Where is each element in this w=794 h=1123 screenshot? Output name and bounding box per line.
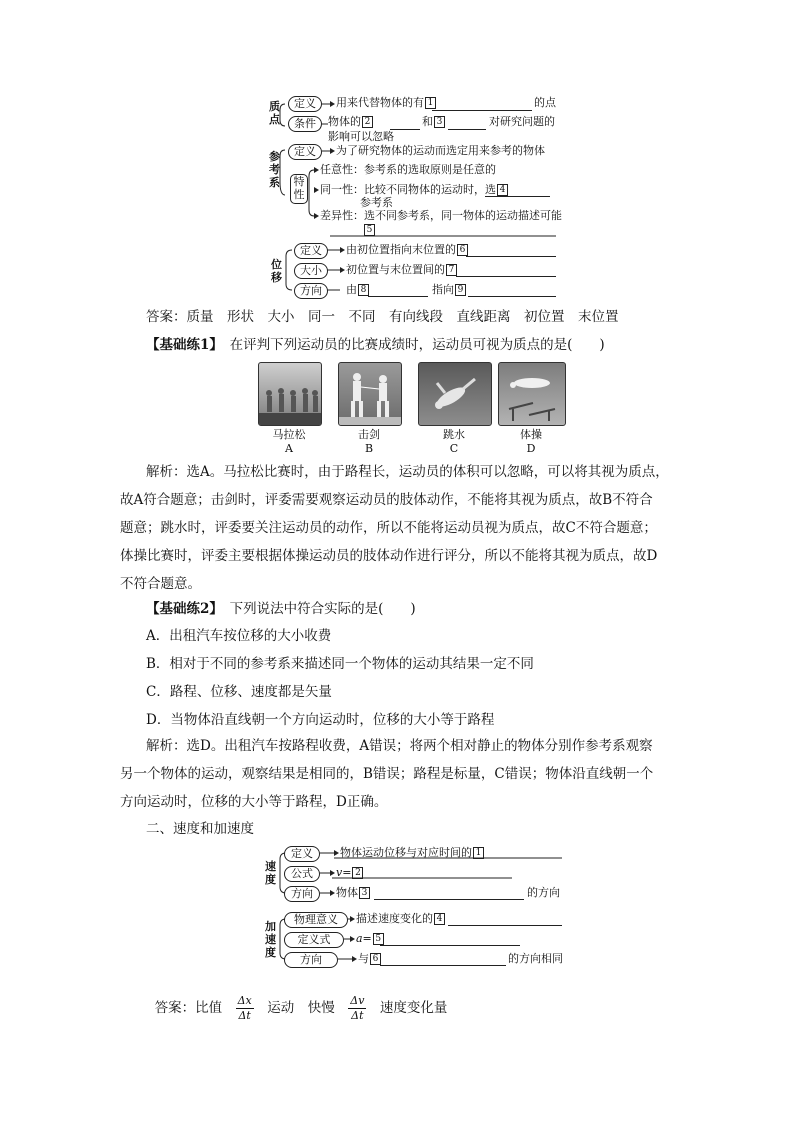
box-direction: 方向 [284,886,320,902]
box-definition-formula: 定义式 [284,932,344,948]
disp-size-text: 初位置与末位置间的 7 [346,263,458,277]
box-direction: 方向 [294,283,328,299]
exercise-2-question: 【基础练2】 下列说法中符合实际的是( ) [146,601,416,617]
accel-def-text: a= 5 [356,932,385,946]
velocity-dir-a: 物体 3 [336,886,371,900]
disp-dir-a: 由 8 [346,283,370,297]
box-definition: 定义 [284,846,320,862]
velocity-formula-text: v= 2 [336,866,364,880]
disp-def-text: 由初位置指向末位置的 6 [346,243,469,257]
fraction-dx-dt: $\frac{\Delta x}{\Delta t}$ [237,994,252,1022]
box-condition: 条件 [288,116,322,132]
box-definition: 定义 [288,96,322,112]
box-definition: 定义 [288,144,322,160]
velocity-def-text: 物体运动位移与对应时间的 1 [340,846,485,860]
ref-blank-5: 5 [363,223,376,237]
answer-1: 答案：质量 形状 大小 同一 不同 有向线段 直线距离 初位置 末位置 [146,309,619,325]
ref-property-arbitrary: 任意性：参考系的选取原则是任意的 [320,163,496,176]
box-properties: 特性 [290,174,308,204]
particle-cond-text: 物体的 2 [328,115,374,129]
image-caption-d: 体操 D [520,428,542,455]
option-a: A．出租汽车按位移的大小收费 [146,628,332,644]
particle-cond-c: 对研究问题的 [489,115,555,128]
box-definition: 定义 [294,243,328,259]
fill-blank [380,933,520,946]
group-label-displacement: 位移 [271,258,282,284]
answer-2: 答案：比值 $\frac{\Delta x}{\Delta t}$ 运动 快慢 $\frac{\Delta v}{\Delta t}$ 速度变化量 [154,994,448,1022]
ref-property-diff: 差异性：选不同参考系，同一物体的运动描述可能 [320,209,562,222]
option-d: D．当物体沿直线朝一个方向运动时，位移的大小等于路程 [146,712,495,728]
box-formula: 公式 [284,866,320,882]
option-b: B．相对于不同的参考系来描述同一个物体的运动其结果一定不同 [146,656,534,672]
image-caption-b: 击剑 B [358,428,380,455]
ref-property-same: 同一性：比较不同物体的运动时，选 4 [320,183,509,197]
exercise-1-analysis: 解析：选A。马拉松比赛时，由于路程长，运动员的体积可以忽略，可以将其视为质点， 故A符合题意；击剑时，评委需要观察运动员的肢体动作，不能将其视为质点，故B不符合 题意；跳水时，评委要关注运动员的动作，所以不能将运动员视为质点，故C不符合题意； 体操比赛时，评委主要根据体操运动员的肢体动作进行评分，所以不能将其视为质点，故D 不符合题意。 [120,464,669,592]
fill-blank [374,887,524,900]
box-magnitude: 大小 [294,263,328,279]
fraction-dv-dt: $\frac{\Delta v}{\Delta t}$ [350,994,365,1022]
group-label-particle: 质点 [269,100,280,126]
group-label-velocity: 速度 [265,860,276,886]
box-physical-meaning: 物理意义 [284,912,348,928]
exercise-2-analysis: 解析：选D。出租汽车按路程收费，A错误；将两个相对静止的物体分别作参考系观察 另一个物体的运动，观察结果是相同的，B错误；路程是标量，C错误；物体沿直线朝一个 方向运动时，位移的大小等于路程，D正确。 [120,738,654,810]
particle-def-text: 用来代替物体的有 1 [336,96,437,110]
particle-def-end: 的点 [534,96,556,109]
disp-dir-b: 指向 9 [432,283,467,297]
ref-property-same-end: 参考系 [360,196,393,209]
section-heading-velocity: 二、速度和加速度 [146,821,254,837]
group-label-acceleration: 加速度 [265,920,276,959]
group-label-reference-frame: 参考系 [269,150,280,189]
fill-blank [448,913,562,926]
exercise-1-question: 【基础练1】 在评判下列运动员的比赛成绩时，运动员可视为质点的是( ) [146,337,605,353]
image-caption-a: 马拉松 A [272,428,306,455]
option-c: C．路程、位移、速度都是矢量 [146,684,332,700]
particle-cond-d: 影响可以忽略 [328,130,394,143]
ref-def-text: 为了研究物体的运动而选定用来参考的物体 [336,144,545,157]
blank-number: 1 [425,97,436,109]
fill-blank [380,953,506,966]
accel-phys-text: 描述速度变化的 4 [356,912,446,926]
image-caption-c: 跳水 C [443,428,465,455]
accel-dir-b: 的方向相同 [508,952,563,965]
accel-dir-a: 与 6 [358,952,382,966]
particle-cond-and: 和 3 [422,115,446,129]
box-direction: 方向 [284,952,338,968]
velocity-dir-b: 的方向 [527,886,560,899]
